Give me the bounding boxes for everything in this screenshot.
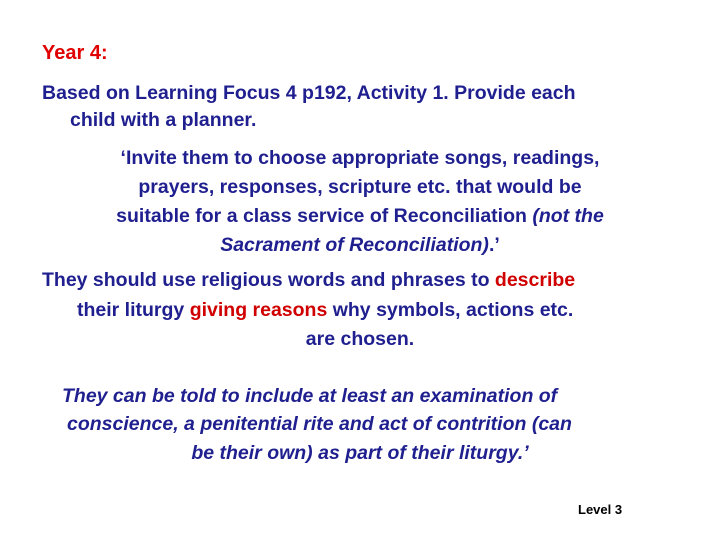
quote-line-4 xyxy=(0,232,720,258)
describe-highlight: describe xyxy=(494,269,576,291)
quote-line-2: prayers, responses, scripture etc. that would be xyxy=(138,176,582,198)
guidance-line-2-end: why symbols, actions etc. xyxy=(327,299,574,321)
quote-line-3-italic: (not the xyxy=(532,205,604,227)
level-label: Level 3 xyxy=(578,502,623,517)
guidance-line-3: are chosen. xyxy=(305,328,415,350)
examination-line-1: They can be told to include at least an examination of xyxy=(62,385,558,407)
quote-line-4-end: .’ xyxy=(488,234,500,256)
guidance-line-2 xyxy=(77,297,573,323)
year-heading: Year 4: xyxy=(42,42,108,64)
instruction-line-2: child with a planner. xyxy=(70,109,257,131)
giving-reasons-highlight: giving reasons xyxy=(189,299,328,321)
guidance-line-2-start: their liturgy xyxy=(77,299,190,321)
guidance-line-1-text: They should use religious words and phrases to xyxy=(42,269,495,291)
guidance-line-1 xyxy=(42,267,575,293)
examination-line-2: conscience, a penitential rite and act of contrition (can xyxy=(67,413,572,435)
quote-line-4-italic: Sacrament of Reconciliation) xyxy=(220,234,489,256)
quote-line-3 xyxy=(0,203,720,229)
instruction-line-1: Based on Learning Focus 4 p192, Activity 1. Provide each xyxy=(42,82,576,104)
quote-line-1: ‘Invite them to choose appropriate songs, readings, xyxy=(120,147,600,169)
examination-line-3: be their own) as part of their liturgy.’ xyxy=(191,442,529,464)
quote-line-3-text: suitable for a class service of Reconciliation xyxy=(116,205,533,227)
